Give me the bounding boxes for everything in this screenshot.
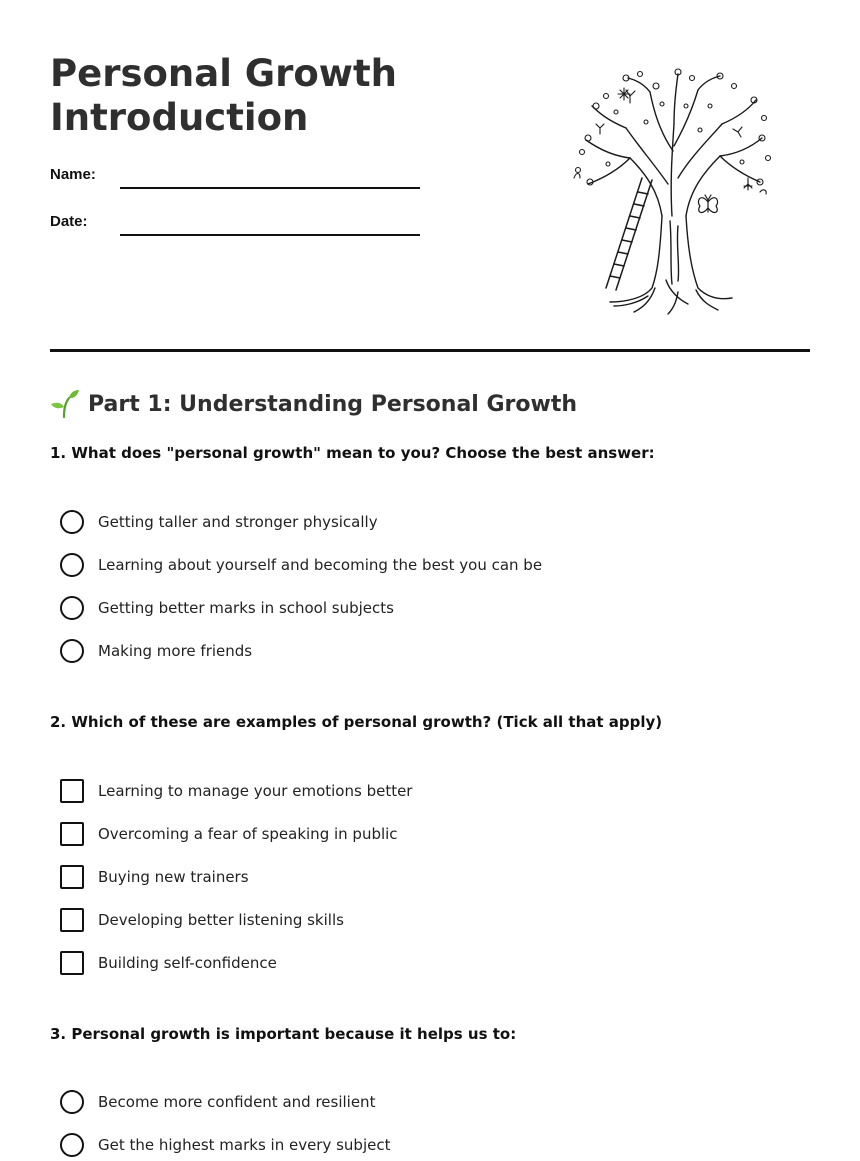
- checkbox[interactable]: [60, 865, 84, 889]
- part1-heading: [50, 388, 577, 420]
- option-label: Overcoming a fear of speaking in public: [98, 825, 398, 843]
- q1-option-3[interactable]: [60, 595, 394, 621]
- date-label: Date:: [50, 213, 88, 230]
- checkbox[interactable]: [60, 822, 84, 846]
- option-label: Getting better marks in school subjects: [98, 599, 394, 617]
- option-label: Learning to manage your emotions better: [98, 782, 413, 800]
- option-label: Making more friends: [98, 642, 253, 660]
- part1-title: Part 1: Understanding Personal Growth: [88, 391, 578, 417]
- date-field[interactable]: [120, 234, 420, 236]
- radio-button[interactable]: [60, 1090, 84, 1114]
- option-label: Developing better listening skills: [98, 911, 344, 929]
- q3-option-1[interactable]: [60, 1089, 375, 1115]
- q2-option-2[interactable]: [60, 821, 398, 847]
- title-line-2: Introduction: [50, 96, 309, 139]
- checkbox[interactable]: [60, 779, 84, 803]
- question-2: 2. Which of these are examples of personal growth? (Tick all that apply): [50, 713, 663, 731]
- option-label: Learning about yourself and becoming the best you can be: [98, 556, 543, 574]
- sprout-icon: [50, 389, 80, 419]
- q2-option-4[interactable]: [60, 907, 344, 933]
- section-divider: [50, 349, 810, 352]
- q1-option-4[interactable]: [60, 638, 252, 664]
- option-label: Getting taller and stronger physically: [98, 513, 378, 531]
- worksheet-title: [50, 52, 397, 140]
- q1-option-2[interactable]: [60, 552, 542, 578]
- tree-with-ladder-illustration: [560, 66, 780, 316]
- option-label: Become more confident and resilient: [98, 1093, 376, 1111]
- name-label: Name:: [50, 166, 96, 183]
- option-label: Building self-confidence: [98, 954, 277, 972]
- checkbox[interactable]: [60, 908, 84, 932]
- option-label: Get the highest marks in every subject: [98, 1136, 391, 1154]
- checkbox[interactable]: [60, 951, 84, 975]
- radio-button[interactable]: [60, 639, 84, 663]
- option-label: Buying new trainers: [98, 868, 249, 886]
- q3-option-2[interactable]: [60, 1132, 390, 1158]
- name-field[interactable]: [120, 187, 420, 189]
- radio-button[interactable]: [60, 596, 84, 620]
- radio-button[interactable]: [60, 553, 84, 577]
- q2-option-1[interactable]: [60, 778, 412, 804]
- q2-option-3[interactable]: [60, 864, 249, 890]
- question-1: 1. What does "personal growth" mean to you? Choose the best answer:: [50, 444, 655, 462]
- q2-option-5[interactable]: [60, 950, 277, 976]
- radio-button[interactable]: [60, 510, 84, 534]
- radio-button[interactable]: [60, 1133, 84, 1157]
- title-line-1: Personal Growth: [50, 52, 398, 95]
- q1-option-1[interactable]: [60, 509, 378, 535]
- question-3: 3. Personal growth is important because it helps us to:: [50, 1025, 517, 1043]
